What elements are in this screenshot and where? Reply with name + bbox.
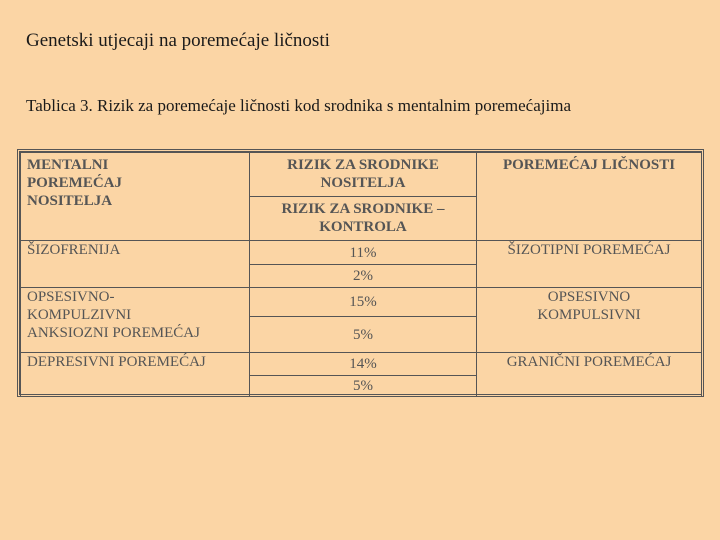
cell-risk-carrier: 11%	[250, 241, 477, 265]
cell-personality-disorder	[477, 288, 702, 353]
header-risk-carrier	[250, 153, 477, 197]
slide-title: Genetski utjecaji na poremećaje ličnosti	[26, 30, 330, 51]
cell-text: ŠIZOFRENIJA	[27, 242, 121, 258]
header-risk-carrier-line: NOSITELJA	[320, 175, 406, 191]
cell-risk-control: 2%	[250, 265, 477, 288]
cell-text: GRANIČNI POREMEĆAJ	[506, 354, 672, 370]
cell-text: ANKSIOZNI POREMEĆAJ	[27, 325, 200, 341]
cell-text: KOMPULSIVNI	[537, 307, 641, 323]
cell-carrier-disorder	[21, 353, 250, 397]
risk-table	[20, 152, 702, 397]
header-carrier-disorder-line: NOSITELJA	[27, 193, 113, 209]
cell-risk-control: 5%	[250, 317, 477, 353]
cell-carrier-disorder	[21, 241, 250, 288]
header-carrier-disorder-line: POREMEĆAJ	[27, 175, 122, 191]
header-risk-control	[250, 197, 477, 241]
header-carrier-disorder	[21, 153, 250, 241]
cell-risk-carrier: 14%	[250, 353, 477, 376]
cell-text: KOMPULZIVNI	[27, 307, 132, 323]
table-row	[21, 241, 702, 265]
header-personality-disorder: POREMEĆAJ LIČNOSTI	[477, 153, 702, 241]
cell-carrier-disorder	[21, 288, 250, 353]
table-row	[21, 288, 702, 317]
table-caption: Tablica 3. Rizik za poremećaje ličnosti kod srodnika s mentalnim poremećajima	[26, 96, 571, 115]
header-risk-carrier-line: RIZIK ZA SRODNIKE	[287, 157, 439, 173]
risk-table-frame	[17, 149, 704, 397]
cell-text: OPSESIVNO-	[27, 289, 115, 305]
header-risk-control-line: RIZIK ZA SRODNIKE –	[281, 201, 445, 217]
cell-text: ŠIZOTIPNI POREMEĆAJ	[507, 242, 671, 258]
cell-text: OPSESIVNO	[547, 289, 631, 305]
cell-personality-disorder	[477, 241, 702, 288]
cell-text: DEPRESIVNI POREMEĆAJ	[27, 354, 206, 370]
cell-risk-control: 5%	[250, 376, 477, 397]
header-carrier-disorder-line: MENTALNI	[27, 157, 109, 173]
table-row	[21, 353, 702, 376]
header-row-1	[21, 153, 702, 197]
cell-personality-disorder	[477, 353, 702, 397]
cell-risk-carrier: 15%	[250, 288, 477, 317]
header-risk-control-line: KONTROLA	[319, 219, 407, 235]
